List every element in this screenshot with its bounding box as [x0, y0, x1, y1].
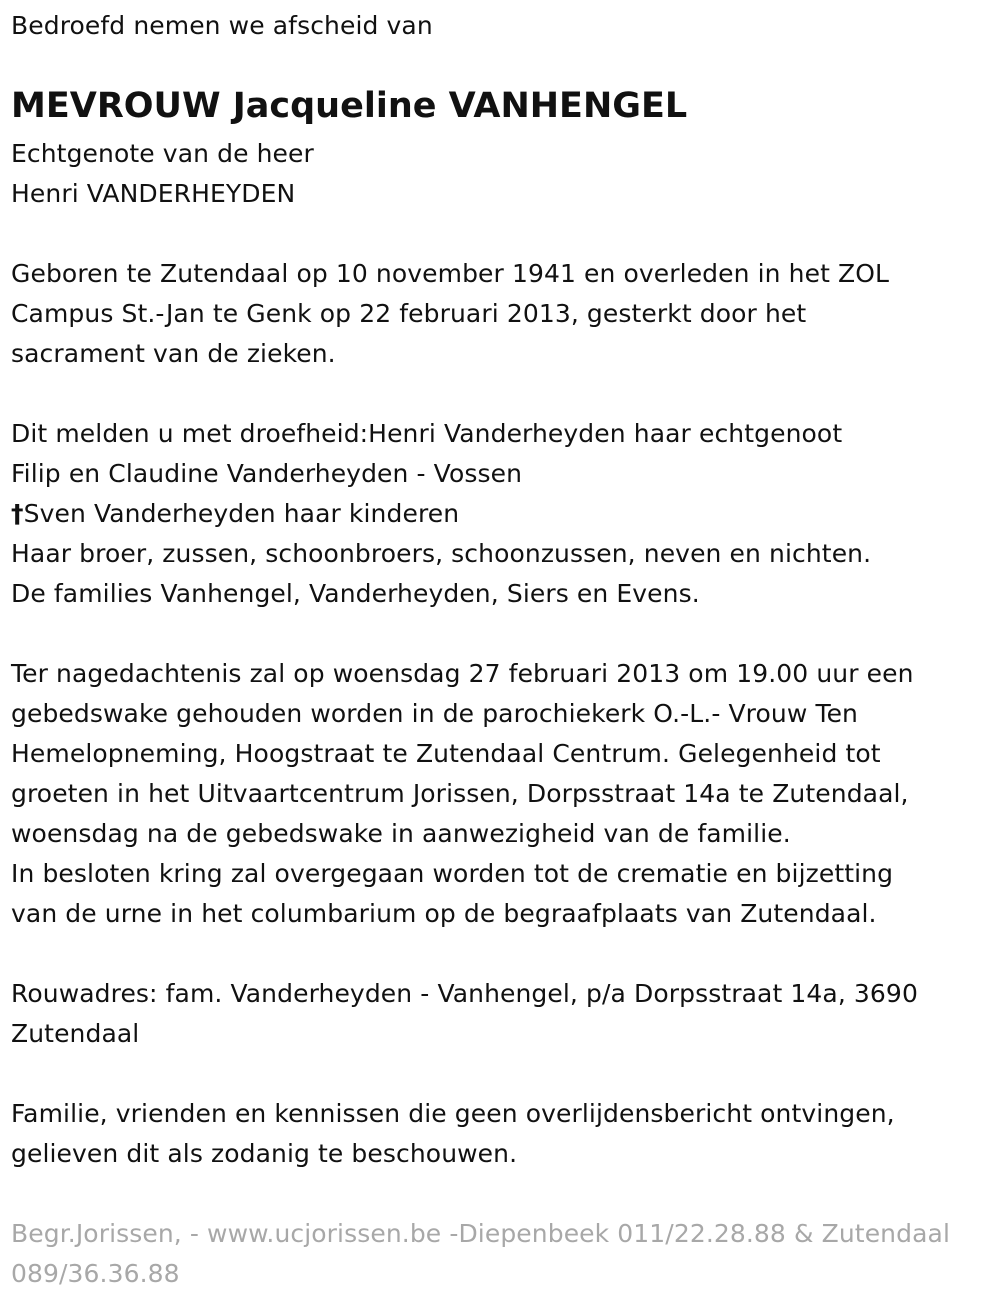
spouse-name: Henri VANDERHEYDEN [11, 179, 296, 208]
birth-death-paragraph [11, 254, 889, 374]
paragraph-line: gelieven dit als zodanig te beschouwen. [11, 1139, 518, 1168]
intro-text: Bedroefd nemen we afscheid van [11, 11, 433, 40]
paragraph-line: Zutendaal [11, 1019, 140, 1048]
paragraph-line: Haar broer, zussen, schoonbroers, schoonzussen, neven en nichten. [11, 539, 872, 568]
paragraph-line: Dit melden u met droefheid:Henri Vanderheyden haar echtgenoot [11, 419, 843, 448]
paragraph-line: Hemelopneming, Hoogstraat te Zutendaal Centrum. Gelegenheid tot [11, 739, 881, 768]
paragraph-line: groeten in het Uitvaartcentrum Jorissen, Dorpsstraat 14a te Zutendaal, [11, 779, 909, 808]
paragraph-line: Geboren te Zutendaal op 10 november 1941 en overleden in het ZOL [11, 259, 890, 288]
paragraph-line: De families Vanhengel, Vanderheyden, Siers en Evens. [11, 579, 700, 608]
paragraph-line: In besloten kring zal overgegaan worden tot de crematie en bijzetting [11, 859, 894, 888]
paragraph-line: woensdag na de gebedswake in aanwezigheid van de familie. [11, 819, 791, 848]
paragraph-line: Filip en Claudine Vanderheyden - Vossen [11, 459, 523, 488]
spouse-line: Echtgenote van de heer [11, 139, 314, 168]
paragraph-line: van de urne in het columbarium op de begraafplaats van Zutendaal. [11, 899, 877, 928]
footer-line: Begr.Jorissen, - www.ucjorissen.be -Diepenbeek 011/22.28.88 & Zutendaal [11, 1219, 950, 1248]
paragraph-line-text: Sven Vanderheyden haar kinderen [23, 499, 460, 528]
mourning-address [11, 974, 918, 1054]
paragraph-line: Familie, vrienden en kennissen die geen overlijdensbericht ontvingen, [11, 1099, 895, 1128]
footer-line: 089/36.36.88 [11, 1259, 180, 1288]
paragraph-line-with-cross [11, 494, 871, 534]
paragraph-line: gebedswake gehouden worden in de parochiekerk O.-L.- Vrouw Ten [11, 699, 858, 728]
notice-paragraph [11, 1094, 895, 1174]
paragraph-line: Rouwadres: fam. Vanderheyden - Vanhengel, p/a Dorpsstraat 14a, 3690 [11, 979, 918, 1008]
family-notification-paragraph [11, 414, 871, 614]
paragraph-line: Ter nagedachtenis zal op woensdag 27 februari 2013 om 19.00 uur een [11, 659, 914, 688]
paragraph-line: Campus St.-Jan te Genk op 22 februari 2013, gesterkt door het [11, 299, 807, 328]
deceased-name: MEVROUW Jacqueline VANHENGEL [11, 86, 688, 126]
memorial-paragraph [11, 654, 914, 934]
spouse-block [11, 134, 314, 214]
paragraph-line: sacrament van de zieken. [11, 339, 336, 368]
cross-icon: † [11, 499, 24, 528]
funeral-home-footer [11, 1214, 950, 1294]
